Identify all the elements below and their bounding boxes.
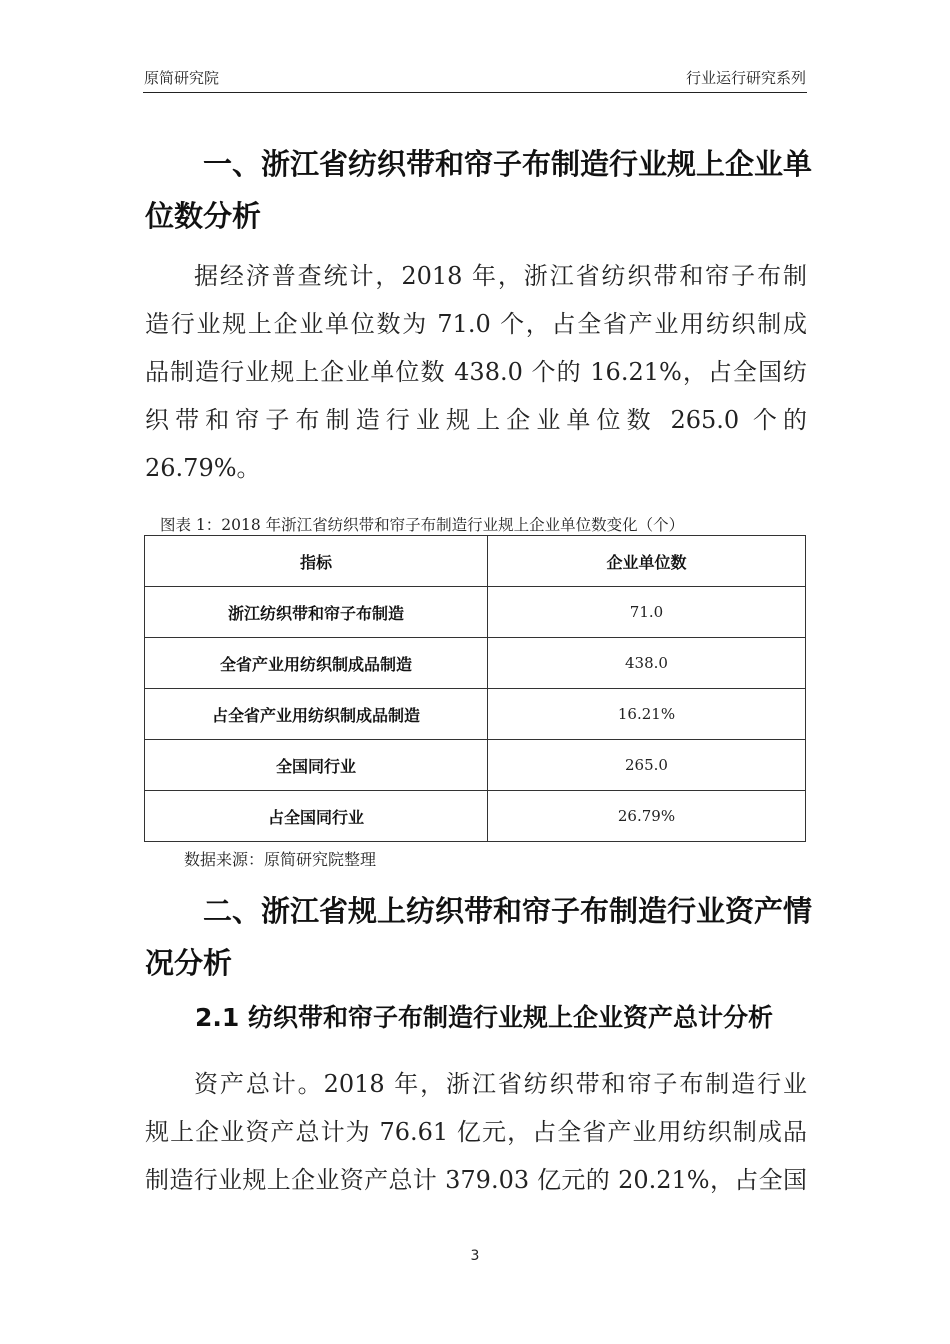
row-label: 全省产业用纺织制成品制造 [145, 638, 488, 689]
row-value: 26.79% [488, 791, 806, 842]
row-label: 占全省产业用纺织制成品制造 [145, 689, 488, 740]
paragraph-line: 规上企业资产总计为 76.61 亿元，占全省产业用纺织制成品 [145, 1118, 807, 1146]
header-org-name: 原简研究院 [144, 69, 220, 87]
section2-heading-line2: 况分析 [145, 946, 233, 980]
paragraph-line: 26.79%。 [145, 454, 261, 482]
table-row [145, 587, 806, 638]
paragraph-line: 织带和帘子布制造行业规上企业单位数 265.0 个的 [145, 406, 807, 434]
section2-heading-line1: 二、浙江省规上纺织带和帘子布制造行业资产情 [203, 894, 813, 928]
paragraph-line: 资产总计。2018 年，浙江省纺织带和帘子布制造行业 [194, 1070, 807, 1098]
row-label: 浙江纺织带和帘子布制造 [145, 587, 488, 638]
table-caption: 图表 1：2018 年浙江省纺织带和帘子布制造行业规上企业单位数变化（个） [160, 516, 685, 534]
section2-heading [145, 885, 813, 989]
table-row [145, 689, 806, 740]
row-label: 占全国同行业 [145, 791, 488, 842]
subsection-2-1-heading: 2.1 纺织带和帘子布制造行业规上企业资产总计分析 [195, 1003, 773, 1032]
column-header-indicator: 指标 [145, 536, 488, 587]
paragraph-line: 造行业规上企业单位数为 71.0 个，占全省产业用纺织制成 [145, 310, 807, 338]
header-series-name: 行业运行研究系列 [685, 69, 806, 87]
column-header-count: 企业单位数 [488, 536, 806, 587]
row-value: 71.0 [488, 587, 806, 638]
enterprise-count-table [144, 535, 806, 842]
table-row [145, 638, 806, 689]
table-source-note: 数据来源：原简研究院整理 [184, 850, 377, 869]
paragraph-line: 制造行业规上企业资产总计 379.03 亿元的 20.21%，占全国 [145, 1166, 807, 1194]
row-value: 438.0 [488, 638, 806, 689]
section1-paragraph [145, 252, 807, 492]
row-label: 全国同行业 [145, 740, 488, 791]
page-number: 3 [470, 1248, 480, 1264]
header-divider [143, 92, 807, 93]
section2-paragraph [145, 1060, 807, 1204]
table-row [145, 740, 806, 791]
table-header-row [145, 536, 806, 587]
section1-heading-line2: 位数分析 [145, 199, 262, 233]
section1-heading-line1: 一、浙江省纺织带和帘子布制造行业规上企业单 [203, 147, 813, 181]
row-value: 16.21% [488, 689, 806, 740]
paragraph-line: 品制造行业规上企业单位数 438.0 个的 16.21%，占全国纺 [145, 358, 807, 386]
row-value: 265.0 [488, 740, 806, 791]
paragraph-line: 据经济普查统计，2018 年，浙江省纺织带和帘子布制 [194, 262, 807, 290]
table-row [145, 791, 806, 842]
section1-heading [145, 138, 813, 242]
